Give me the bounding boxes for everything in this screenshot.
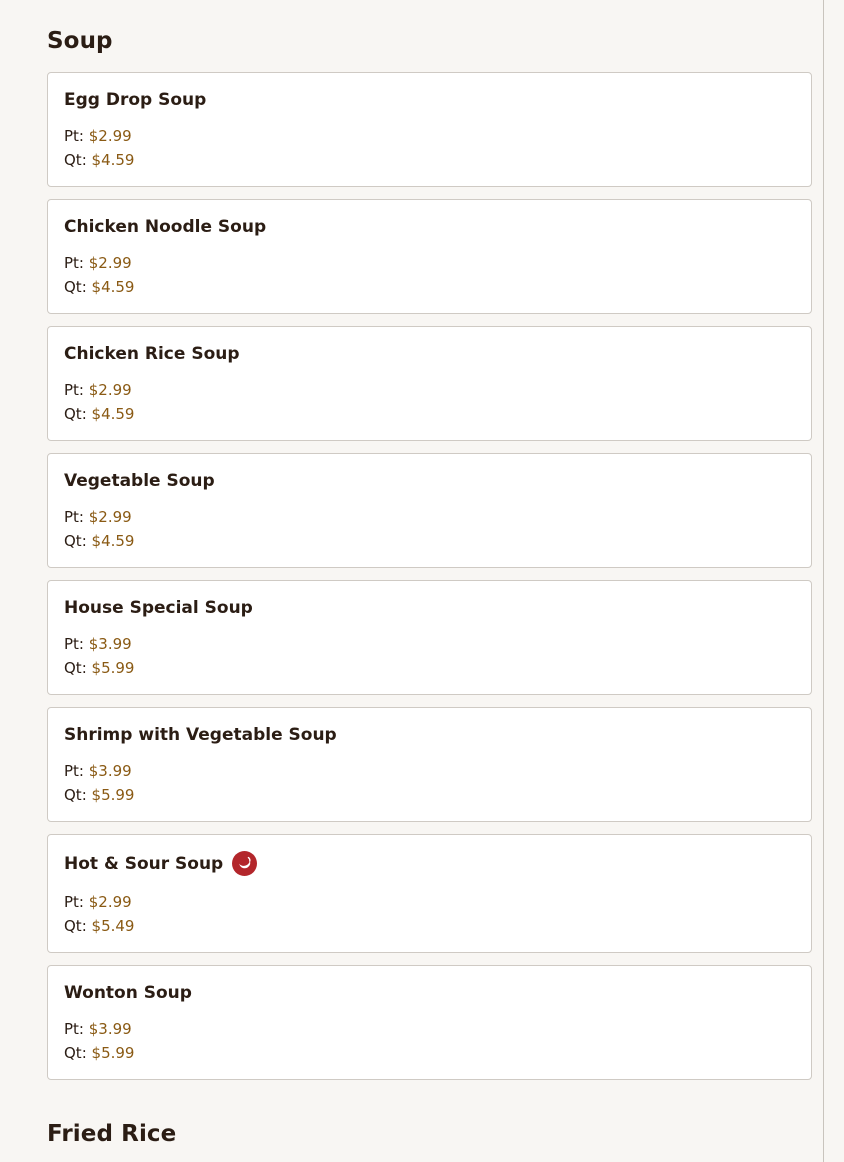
price-pint — [64, 505, 795, 529]
price-value-quart: $5.99 — [91, 1044, 135, 1062]
item-name-row — [64, 216, 795, 237]
price-pint — [64, 1017, 795, 1041]
price-quart — [64, 529, 795, 553]
price-value-quart: $4.59 — [91, 278, 135, 296]
price-value-pint: $2.99 — [88, 508, 132, 526]
price-label-pint: Pt: — [64, 127, 84, 145]
price-pint — [64, 124, 795, 148]
price-pint — [64, 251, 795, 275]
price-value-quart: $5.99 — [91, 786, 135, 804]
price-quart — [64, 402, 795, 426]
price-quart — [64, 656, 795, 680]
price-value-quart: $4.59 — [91, 405, 135, 423]
price-quart — [64, 148, 795, 172]
menu-item-wonton-soup[interactable] — [47, 965, 812, 1080]
price-value-pint: $3.99 — [88, 635, 132, 653]
spicy-pepper-icon — [232, 851, 257, 876]
price-value-quart: $5.49 — [91, 917, 135, 935]
price-label-pint: Pt: — [64, 508, 84, 526]
price-value-pint: $2.99 — [88, 254, 132, 272]
soup-item-list — [47, 72, 812, 1092]
section-title-soup: Soup — [47, 28, 113, 54]
menu-item-shrimp-with-vegetable-soup[interactable] — [47, 707, 812, 822]
price-label-quart: Qt: — [64, 151, 87, 169]
page-edge-divider — [823, 0, 824, 1162]
item-name: Wonton Soup — [64, 982, 192, 1003]
item-name-row — [64, 597, 795, 618]
price-label-pint: Pt: — [64, 893, 84, 911]
item-name-row — [64, 470, 795, 491]
item-name: Chicken Rice Soup — [64, 343, 240, 364]
price-quart — [64, 1041, 795, 1065]
price-pint — [64, 890, 795, 914]
menu-item-vegetable-soup[interactable] — [47, 453, 812, 568]
price-label-pint: Pt: — [64, 635, 84, 653]
item-name: Shrimp with Vegetable Soup — [64, 724, 337, 745]
menu-item-chicken-noodle-soup[interactable] — [47, 199, 812, 314]
price-quart — [64, 783, 795, 807]
price-value-pint: $3.99 — [88, 1020, 132, 1038]
price-value-quart: $5.99 — [91, 659, 135, 677]
price-value-pint: $3.99 — [88, 762, 132, 780]
menu-item-house-special-soup[interactable] — [47, 580, 812, 695]
price-quart — [64, 275, 795, 299]
item-name-row — [64, 89, 795, 110]
price-value-pint: $2.99 — [88, 127, 132, 145]
price-label-quart: Qt: — [64, 1044, 87, 1062]
price-label-pint: Pt: — [64, 381, 84, 399]
price-pint — [64, 378, 795, 402]
item-name: Vegetable Soup — [64, 470, 215, 491]
price-value-quart: $4.59 — [91, 151, 135, 169]
price-label-quart: Qt: — [64, 405, 87, 423]
price-label-pint: Pt: — [64, 762, 84, 780]
price-label-pint: Pt: — [64, 1020, 84, 1038]
price-label-quart: Qt: — [64, 532, 87, 550]
menu-item-chicken-rice-soup[interactable] — [47, 326, 812, 441]
price-pint — [64, 632, 795, 656]
menu-item-hot-and-sour-soup[interactable] — [47, 834, 812, 953]
item-name: Egg Drop Soup — [64, 89, 207, 110]
item-name-row — [64, 982, 795, 1003]
price-label-quart: Qt: — [64, 659, 87, 677]
price-label-quart: Qt: — [64, 278, 87, 296]
menu-item-egg-drop-soup[interactable] — [47, 72, 812, 187]
price-pint — [64, 759, 795, 783]
price-label-quart: Qt: — [64, 917, 87, 935]
section-title-fried-rice: Fried Rice — [47, 1121, 177, 1147]
item-name-row — [64, 343, 795, 364]
price-value-pint: $2.99 — [88, 893, 132, 911]
price-value-pint: $2.99 — [88, 381, 132, 399]
price-label-quart: Qt: — [64, 786, 87, 804]
item-name: Hot & Sour Soup — [64, 853, 224, 874]
item-name: Chicken Noodle Soup — [64, 216, 267, 237]
price-quart — [64, 914, 795, 938]
item-name: House Special Soup — [64, 597, 253, 618]
item-name-row — [64, 851, 795, 876]
price-label-pint: Pt: — [64, 254, 84, 272]
price-value-quart: $4.59 — [91, 532, 135, 550]
item-name-row — [64, 724, 795, 745]
